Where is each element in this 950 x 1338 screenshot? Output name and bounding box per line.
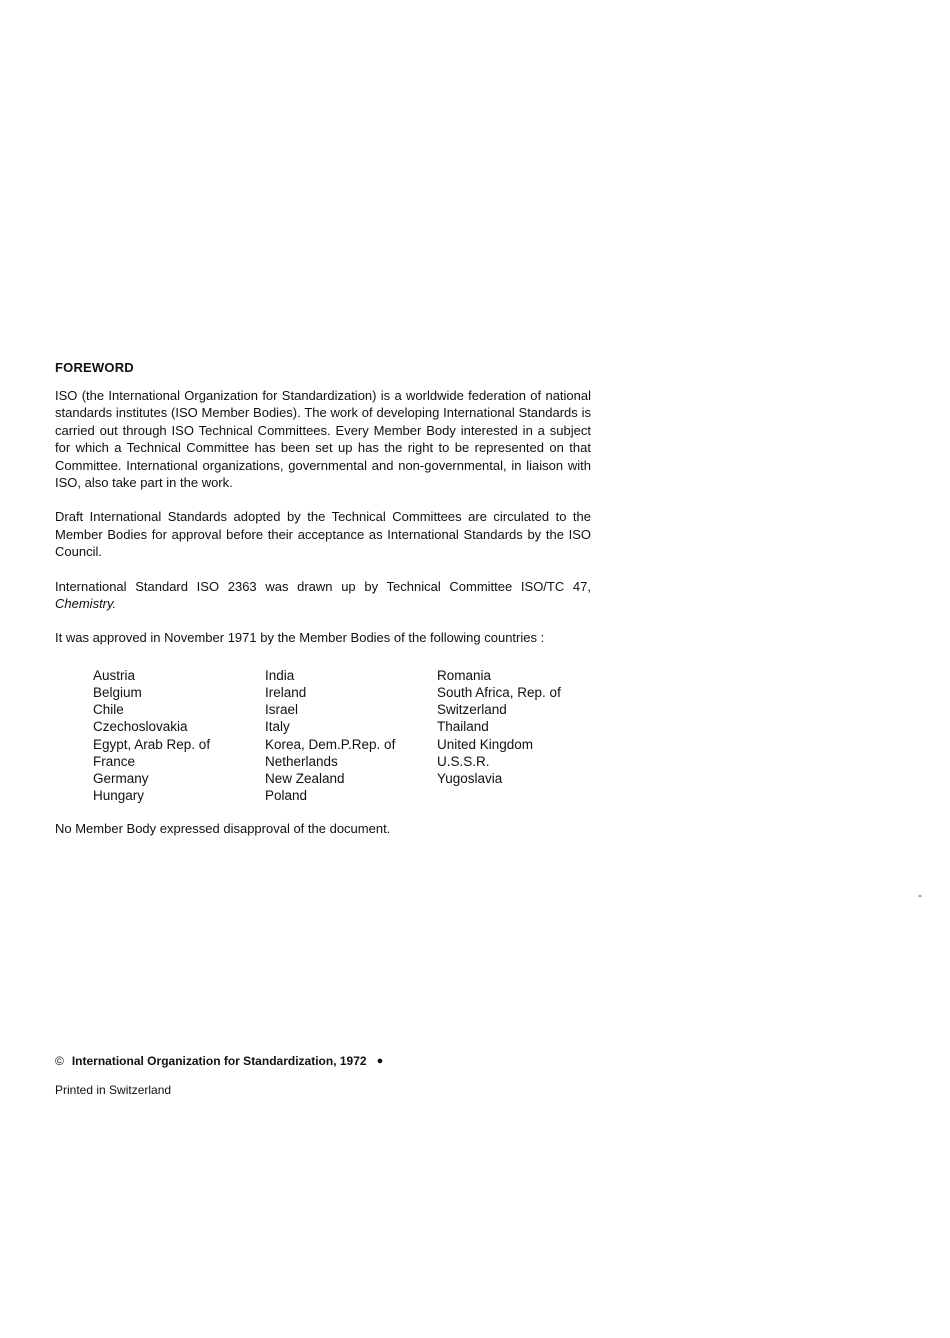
country-name: Korea, Dem.P.Rep. of — [265, 736, 396, 752]
foreword-heading: FOREWORD — [55, 360, 134, 375]
country-name: Yugoslavia — [437, 771, 503, 787]
country-name: Czechoslovakia — [93, 719, 188, 735]
country-name: Egypt, Arab Rep. of — [93, 736, 211, 752]
country-name: Austria — [93, 667, 136, 683]
foreword-paragraph-1: ISO (the International Organization for Standardization) is a worldwide federation of national standards institutes (ISO Member Bodies). The work of developing International Standards is carried out through ISO Technical Committees. Every Member Body interested in a subject for which a Technical Committee has been set up has the right to be represented on that Committee. International organizations, governmental and non-governmental, in liaison with ISO, also take part in the work. — [55, 388, 591, 491]
foreword-paragraph-2: Draft International Standards adopted by the Technical Committees are circulated to the Member Bodies for approval before their acceptance as International Standards by the ISO Council. — [55, 509, 591, 560]
country-column-2 — [265, 667, 437, 805]
country-name: Hungary — [93, 788, 145, 804]
foreword-paragraph-3 — [55, 578, 591, 613]
committee-name: Chemistry. — [55, 596, 117, 612]
country-list — [93, 667, 613, 805]
closing-statement: No Member Body expressed disapproval of the document. — [55, 820, 391, 836]
country-name: Thailand — [437, 719, 489, 735]
country-name: New Zealand — [265, 771, 345, 787]
foreword-section — [55, 360, 591, 836]
country-name: Ireland — [265, 685, 307, 701]
country-name: Italy — [265, 719, 290, 735]
country-name: Israel — [265, 702, 299, 718]
copyright-line — [55, 1054, 383, 1068]
country-column-3 — [437, 667, 609, 805]
printed-in: Printed in Switzerland — [55, 1083, 172, 1097]
stray-mark: - — [918, 888, 922, 902]
country-name: U.S.S.R. — [437, 753, 490, 769]
copyright-icon: © — [55, 1054, 64, 1068]
country-name: Poland — [265, 788, 308, 804]
country-name: France — [93, 753, 136, 769]
country-name: Netherlands — [265, 753, 338, 769]
country-name: South Africa, Rep. of — [437, 685, 561, 701]
country-name: United Kingdom — [437, 736, 534, 752]
country-name: Chile — [93, 702, 124, 718]
country-name: Romania — [437, 667, 492, 683]
copyright-text: International Organization for Standardization, 1972 — [71, 1054, 367, 1068]
country-name: Germany — [93, 771, 149, 787]
country-column-1 — [93, 667, 265, 805]
country-name: Belgium — [93, 685, 142, 701]
country-name: India — [265, 667, 295, 683]
paragraph-3-text: International Standard ISO 2363 was drawn up by Technical Committee ISO/TC 47, — [55, 578, 591, 594]
country-name: Switzerland — [437, 702, 507, 718]
bullet-icon: ● — [376, 1055, 384, 1067]
foreword-paragraph-4: It was approved in November 1971 by the Member Bodies of the following countries : — [55, 630, 545, 646]
